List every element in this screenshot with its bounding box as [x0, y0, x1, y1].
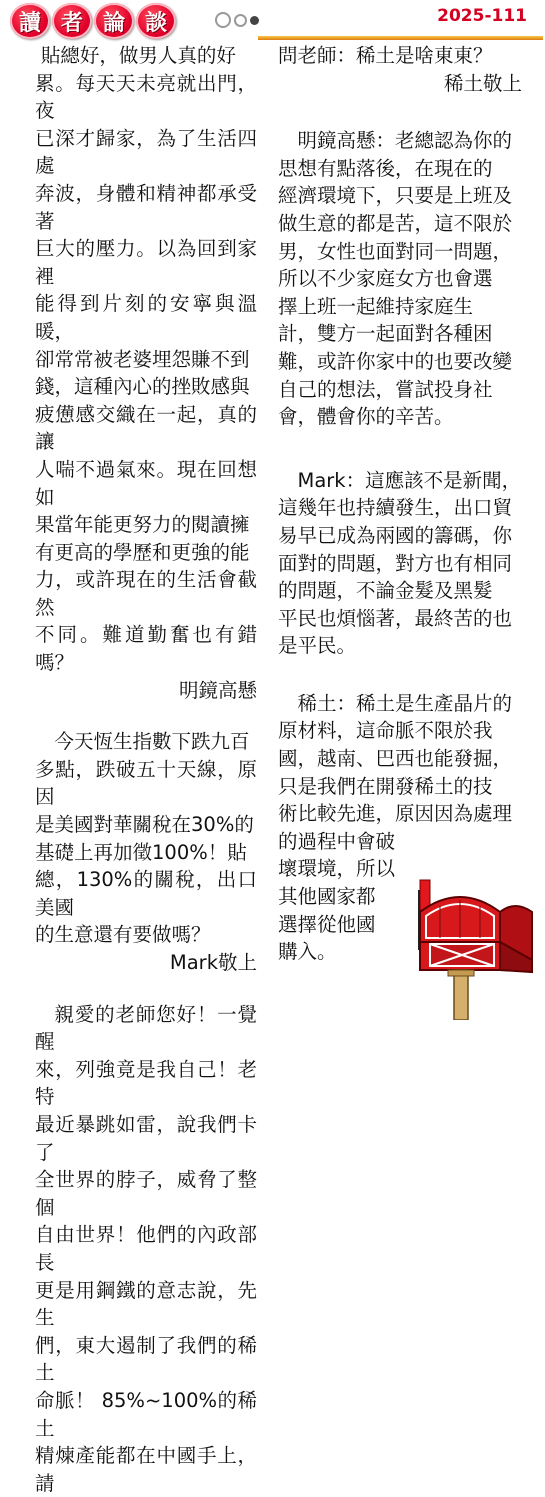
mailbox-icon [400, 872, 540, 1020]
text-line: 會，體會你的辛苦。 [278, 405, 454, 429]
text-line: 做生意的都是苦，這不限於 [278, 211, 513, 235]
text-line: 這幾年也持續發生，出口貿 [278, 496, 513, 520]
spacer [278, 97, 522, 127]
text-line: 的問題，不論金髮及黑髮 [278, 579, 493, 603]
text-line: 思想有點落後，在現在的 [278, 156, 493, 180]
text-line: 問老師：稀土是啥東東？ [278, 44, 493, 67]
letter-3 [35, 1001, 257, 1497]
text-line: 的生意還有要做嗎？ [35, 923, 211, 947]
text-line: 自己的想法，嘗試投身社 [278, 377, 493, 401]
text-line: 們，東大遏制了我們的稀土 [35, 1333, 257, 1385]
text-line: 最近暴跳如雷，說我們卡了 [35, 1112, 257, 1164]
text-line: 人喘不過氣來。現在回想如 [35, 457, 257, 509]
header [0, 0, 545, 42]
signature: 稀土敬上 [443, 71, 522, 95]
text-line: 基礎上再加徵100%！貼 [35, 840, 247, 864]
reply-1 [278, 127, 522, 431]
text-line: 的過程中會破 [278, 829, 396, 853]
text-line: 經濟環境下，只要是上班及 [278, 184, 513, 208]
text-line: 累。每天天未亮就出門，夜 [35, 71, 257, 123]
text-line: 面對的問題，對方也有相同 [278, 551, 513, 575]
text-line: 是美國對華關稅在30%的 [35, 813, 254, 837]
text-line: 國，越南、巴西也能發掘， [278, 747, 513, 771]
text-line: 是平民。 [278, 634, 357, 658]
text-line: 壞環境，所以 [278, 857, 396, 881]
text-line: 平民也煩惱著，最終苦的也 [278, 606, 513, 630]
text-line: 其他國家都 [278, 885, 376, 909]
text-line: 購入。 [278, 940, 337, 964]
text-line: 今天恆生指數下跌九百 [54, 730, 250, 754]
title-char: 談 [136, 3, 176, 39]
letter-1 [35, 42, 257, 704]
title-char: 論 [94, 3, 134, 39]
text-line: 計，雙方一起面對各種困 [278, 322, 493, 346]
text-line: 選擇從他國 [278, 912, 376, 936]
text-line: 已深才歸家，為了生活四處 [35, 126, 257, 178]
text-line: 巨大的壓力。以為回到家裡 [35, 237, 257, 288]
text-line: 總，130%的關稅，出口美國 [35, 868, 257, 919]
issue-number: 2025-111 [437, 6, 527, 26]
text-line: 明鏡高懸：老總認為你的 [297, 129, 513, 153]
text-line: 果當年能更努力的閱讀擁 [35, 513, 250, 537]
text-line: 多點，跌破五十天線，原因 [35, 757, 257, 809]
text-line: 卻常常被老婆埋怨賺不到 [35, 347, 250, 371]
spacer [35, 704, 257, 728]
text-line: 命脈！ 85%~100%的稀土 [35, 1388, 257, 1440]
dot-icon [234, 14, 247, 27]
text-line: 能得到片刻的安寧與溫暖， [35, 292, 257, 343]
spacer [278, 431, 522, 467]
text-line: 原材料，這命脈不限於我 [278, 719, 493, 743]
text-line: 所以不少家庭女方也會選 [278, 267, 493, 291]
column-title [10, 3, 176, 39]
text-line: 貼總好，做男人真的好 [40, 44, 236, 67]
letter-2 [35, 728, 257, 976]
decorative-dots [215, 12, 259, 28]
dot-icon [250, 16, 259, 25]
text-line: 精煉產能都在中國手上，請 [35, 1444, 257, 1495]
text-line: 易早已成為兩國的籌碼，你 [278, 523, 513, 547]
title-char: 者 [52, 3, 92, 39]
text-line: 奔波，身體和精神都承受著 [35, 181, 257, 233]
text-line: 稀土：稀土是生產晶片的 [297, 691, 513, 715]
text-line: 疲憊感交織在一起，真的讓 [35, 402, 257, 454]
text-line: 擇上班一起維持家庭生 [278, 294, 474, 318]
left-column [35, 42, 257, 1497]
reply-2 [278, 467, 522, 660]
text-line: Mark：這應該不是新聞， [297, 468, 522, 492]
signature: Mark敬上 [169, 951, 257, 974]
text-line: 術比較先進，原因因為處理 [278, 802, 513, 826]
text-line: 錢，這種內心的挫敗感與 [35, 375, 250, 399]
title-char: 讀 [10, 3, 50, 39]
text-line: 不同。難道勤奮也有錯嗎？ [35, 623, 257, 675]
spacer [278, 660, 522, 690]
letter-3-continued [278, 42, 522, 97]
text-line: 男，女性也面對同一問題， [278, 239, 513, 263]
spacer [35, 977, 257, 1001]
text-line: 親愛的老師您好！一覺醒 [35, 1002, 257, 1054]
text-line: 自由世界！他們的內政部長 [35, 1223, 257, 1274]
text-line: 力，或許現在的生活會截然 [35, 568, 257, 619]
text-line: 有更高的學歷和更強的能 [35, 540, 250, 564]
text-line: 難，或許你家中的也要改變 [278, 349, 513, 373]
signature: 明鏡高懸 [178, 678, 257, 702]
text-line: 來，列強竟是我自己！老特 [35, 1057, 257, 1109]
text-line: 全世界的脖子，威脅了整個 [35, 1168, 257, 1219]
dot-icon [215, 12, 231, 28]
header-rule [258, 36, 543, 40]
text-line: 更是用鋼鐵的意志說，先生 [35, 1278, 257, 1330]
right-column [278, 42, 522, 966]
text-line: 只是我們在開發稀土的技 [278, 774, 493, 798]
